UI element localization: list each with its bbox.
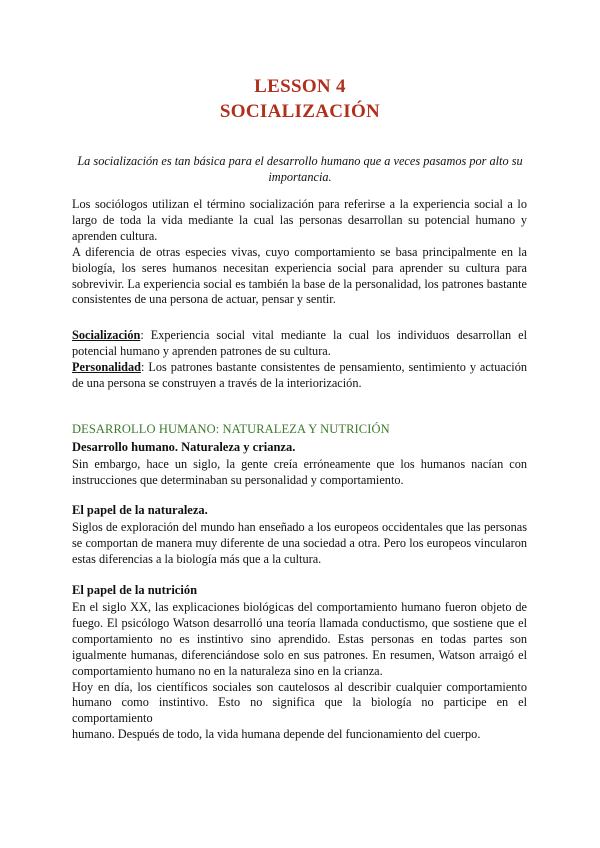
- definition-personalidad: [72, 360, 527, 376]
- text-line: sobrevivir. La experiencia social es también la base de la personalidad, los patrones bastante: [72, 276, 527, 291]
- subsection-2-body: [72, 520, 527, 568]
- text-line: estas diferencias a la biología más que a la cultura.: [72, 551, 322, 566]
- epigraph-line: importancia.: [268, 170, 332, 184]
- text-line: Los sociólogos utilizan el término socialización para referirse a la experiencia social a lo: [72, 197, 527, 211]
- definitions-block: [72, 328, 527, 392]
- definition-socializacion: [72, 328, 527, 344]
- text-line: Siglos de exploración del mundo han enseñado a los europeos occidentales que las personas: [72, 520, 527, 534]
- lesson-number-title: LESSON 4: [254, 76, 346, 97]
- subsection-title: Desarrollo humano. Naturaleza y crianza.: [72, 440, 296, 454]
- epigraph: [72, 153, 528, 185]
- text-line: En el siglo XX, las explicaciones biológicas del comportamiento humano fueron objeto de: [72, 600, 527, 614]
- text-line: se comportan de manera muy diferente de una sociedad a otra. Pero los europeos vincularon: [72, 535, 527, 550]
- text-line: comportamiento no es instintivo sino aprendido. Estas personas en todas partes son: [72, 631, 527, 646]
- text-line: comportamiento humano no en la naturaleza sino en la crianza.: [72, 663, 383, 678]
- definition-term: Socialización: [72, 328, 141, 342]
- text-line: igualmente humanas, diferenciándose solo en sus patrones. En resumen, Watson arraigó el: [72, 647, 527, 662]
- intro-paragraph-1: [72, 197, 527, 308]
- text-line: potencial humano y aprenden patrones de su cultura.: [72, 343, 331, 358]
- text-line: fuego. El psicólogo Watson desarrolló una teoría llamada conductismo, que sostiene que el: [72, 615, 527, 630]
- text-line: humano. Después de todo, la vida humana depende del funcionamiento del cuerpo.: [72, 727, 481, 742]
- subsection-3-body: [72, 600, 527, 743]
- text-line: humano como instintivo. Esto no significa que la biología no participe en el comportamiento: [72, 695, 527, 726]
- text-line: largo de toda la vida mediante la cual las personas desarrollan su potencial humano y: [72, 212, 527, 227]
- section-heading: DESARROLLO HUMANO: NATURALEZA Y NUTRICIÓN: [72, 422, 390, 436]
- epigraph-line: La socialización es tan básica para el desarrollo humano que a veces pasamos por alto su: [77, 154, 523, 168]
- definition-text: : Los patrones bastante consistentes de pensamiento, sentimiento y actuación: [141, 359, 527, 374]
- text-line: A diferencia de otras especies vivas, cuyo comportamiento se basa principalmente en la: [72, 244, 527, 259]
- text-line: Sin embargo, hace un siglo, la gente creía erróneamente que los humanos nacían con: [72, 457, 527, 471]
- subsection-title: El papel de la nutrición: [72, 583, 198, 597]
- text-line: biología, los seres humanos necesitan experiencia social para aprender su cultura para: [72, 260, 527, 275]
- definition-term: Personalidad: [72, 359, 142, 374]
- text-line: instrucciones que determinaban su personalidad y comportamiento.: [72, 472, 404, 487]
- lesson-topic-title: SOCIALIZACIÓN: [219, 101, 381, 122]
- text-line: aprenden cultura.: [72, 228, 158, 243]
- text-line: de una persona se construyen a través de la interiorización.: [72, 375, 362, 390]
- text-line: Hoy en día, los científicos sociales son cautelosos al describir cualquier comportamiento: [72, 679, 527, 694]
- definition-text: : Experiencia social vital mediante la cual los individuos desarrollan el: [140, 328, 527, 342]
- subsection-title: El papel de la naturaleza.: [72, 503, 208, 517]
- subsection-1-body: [72, 457, 527, 489]
- text-line: consistentes de una persona de actuar, pensar y sentir.: [72, 292, 336, 307]
